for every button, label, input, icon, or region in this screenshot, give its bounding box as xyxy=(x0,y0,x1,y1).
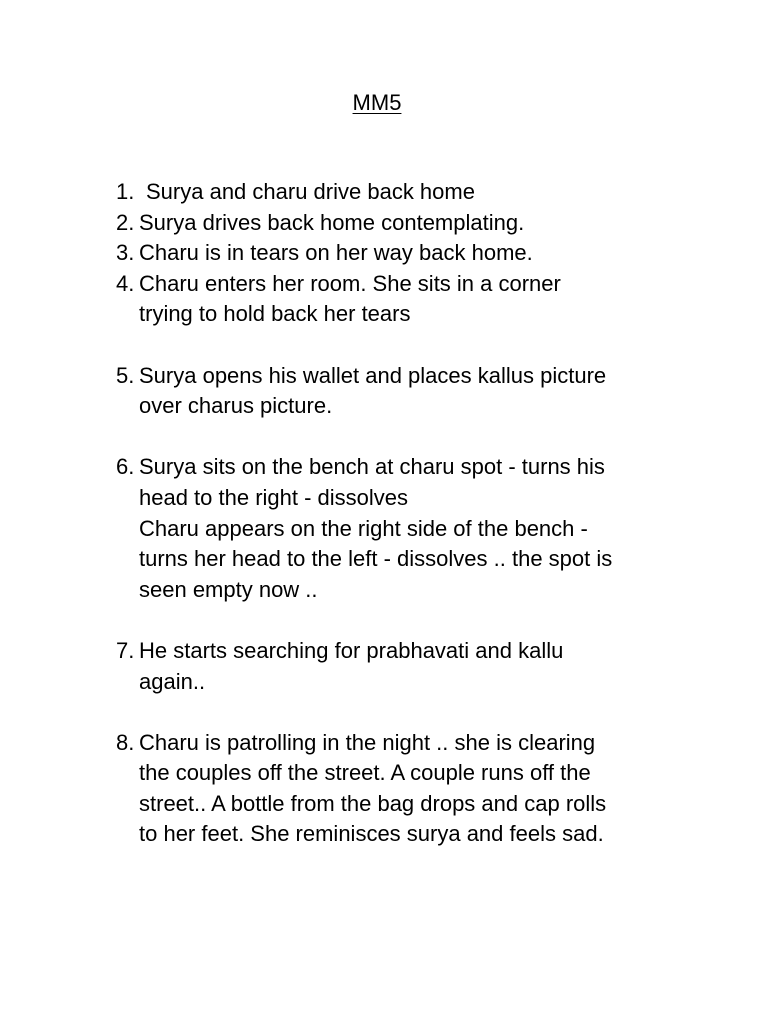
item-number: 3. xyxy=(116,240,135,266)
item-number: 8. xyxy=(116,729,135,755)
list-item xyxy=(116,238,696,269)
item-text-line: Charu is patrolling in the night .. she is clearing xyxy=(139,729,596,755)
item-text-line: turns her head to the left - dissolves .. the spot is xyxy=(139,546,613,572)
item-text-line: again.. xyxy=(139,668,206,694)
item-text-line: Charu appears on the right side of the bench - xyxy=(139,515,588,541)
item-text-line: Surya opens his wallet and places kallus picture xyxy=(139,362,607,388)
list-item xyxy=(116,208,696,239)
item-text-line: street.. A bottle from the bag drops and cap rolls xyxy=(139,790,607,816)
item-number: 2. xyxy=(116,209,135,235)
list-item xyxy=(116,269,696,330)
item-text-line: Surya drives back home contemplating. xyxy=(139,209,525,235)
list-item xyxy=(116,728,696,850)
item-text-line: to her feet. She reminisces surya and feels sad. xyxy=(139,821,604,847)
item-text-line: seen empty now .. xyxy=(139,576,318,602)
scene-list xyxy=(116,177,696,850)
item-text-line: He starts searching for prabhavati and kallu xyxy=(139,637,564,663)
item-number: 4. xyxy=(116,270,135,296)
item-text-line: Charu is in tears on her way back home. xyxy=(139,240,533,266)
item-number: 5. xyxy=(116,362,135,388)
list-item xyxy=(116,452,696,605)
document-title: MM5 xyxy=(352,90,402,115)
item-text-line: over charus picture. xyxy=(139,393,333,419)
item-text-line: Charu enters her room. She sits in a corner xyxy=(139,270,561,296)
item-number: 6. xyxy=(116,454,135,480)
list-item xyxy=(116,177,696,208)
list-item xyxy=(116,361,696,422)
item-text-line: trying to hold back her tears xyxy=(139,301,411,327)
item-text-line: Surya sits on the bench at charu spot - turns his xyxy=(139,454,605,480)
item-text-line: head to the right - dissolves xyxy=(139,484,409,510)
item-text-line: the couples off the street. A couple runs off the xyxy=(139,760,591,786)
item-number: 1. xyxy=(116,179,135,204)
item-text-line: Surya and charu drive back home xyxy=(146,179,475,204)
item-number: 7. xyxy=(116,637,135,663)
list-item xyxy=(116,636,696,697)
